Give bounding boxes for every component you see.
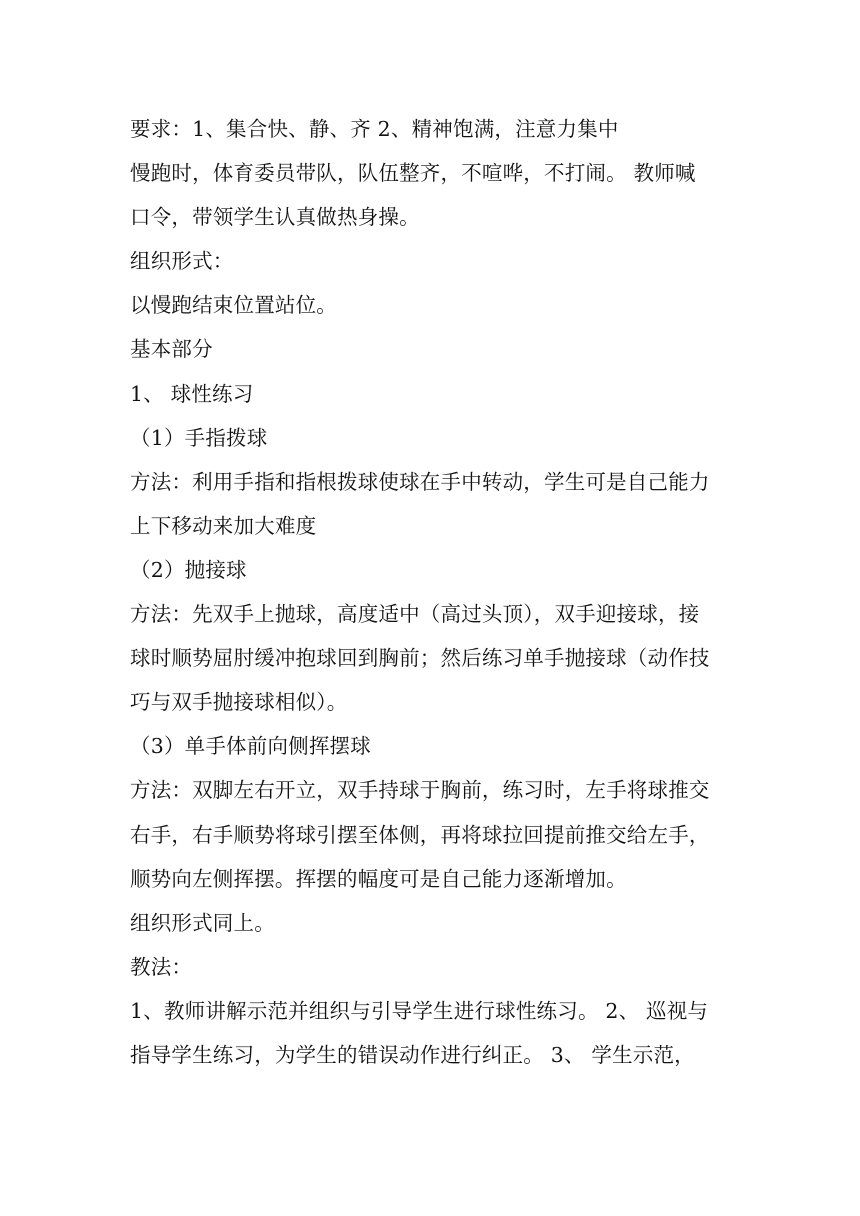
paragraph-line: 巧与双手抛接球相似）。	[130, 690, 348, 715]
paragraph-line: 球时顺势屈肘缓冲抱球回到胸前；然后练习单手抛接球（动作技	[130, 646, 710, 671]
paragraph-line: 方法：双脚左右开立，双手持球于胸前，练习时，左手将球推交	[130, 778, 710, 803]
section-label: 教法：	[130, 954, 193, 979]
paragraph-line: 右手，右手顺势将球引摆至体侧，再将球拉回提前推交给左手，	[130, 822, 710, 847]
paragraph-line: 方法：先双手上抛球，高度适中（高过头顶），双手迎接球，接	[130, 602, 700, 627]
paragraph-line: 方法：利用手指和指根拨球使球在手中转动，学生可是自己能力	[130, 469, 710, 494]
paragraph-line: 慢跑时，体育委员带队，队伍整齐，不喧哗，不打闹。 教师喊	[130, 161, 696, 186]
subsection-heading: 1、 球性练习	[130, 381, 254, 406]
section-heading: 基本部分	[130, 337, 213, 362]
exercise-title: （2）抛接球	[130, 557, 247, 582]
section-label: 组织形式：	[130, 249, 234, 274]
exercise-title: （1）手指拨球	[130, 425, 268, 450]
requirement-line: 要求：1、集合快、静、齐 2、精神饱满，注意力集中	[130, 117, 619, 141]
paragraph-line: 口令，带领学生认真做热身操。	[130, 205, 420, 230]
paragraph-line: 1、教师讲解示范并组织与引导学生进行球性练习。 2、 巡视与	[130, 998, 709, 1023]
document-body	[130, 107, 740, 1077]
paragraph-line: 以慢跑结束位置站位。	[130, 293, 337, 318]
paragraph-line: 组织形式同上。	[130, 910, 275, 935]
paragraph-line: 顺势向左侧挥摆。挥摆的幅度可是自己能力逐渐增加。	[130, 866, 627, 891]
exercise-title: （3）单手体前向侧挥摆球	[130, 734, 371, 759]
paragraph-line: 上下移动来加大难度	[130, 513, 317, 538]
paragraph-line: 指导学生练习，为学生的错误动作进行纠正。 3、 学生示范，	[130, 1042, 695, 1067]
